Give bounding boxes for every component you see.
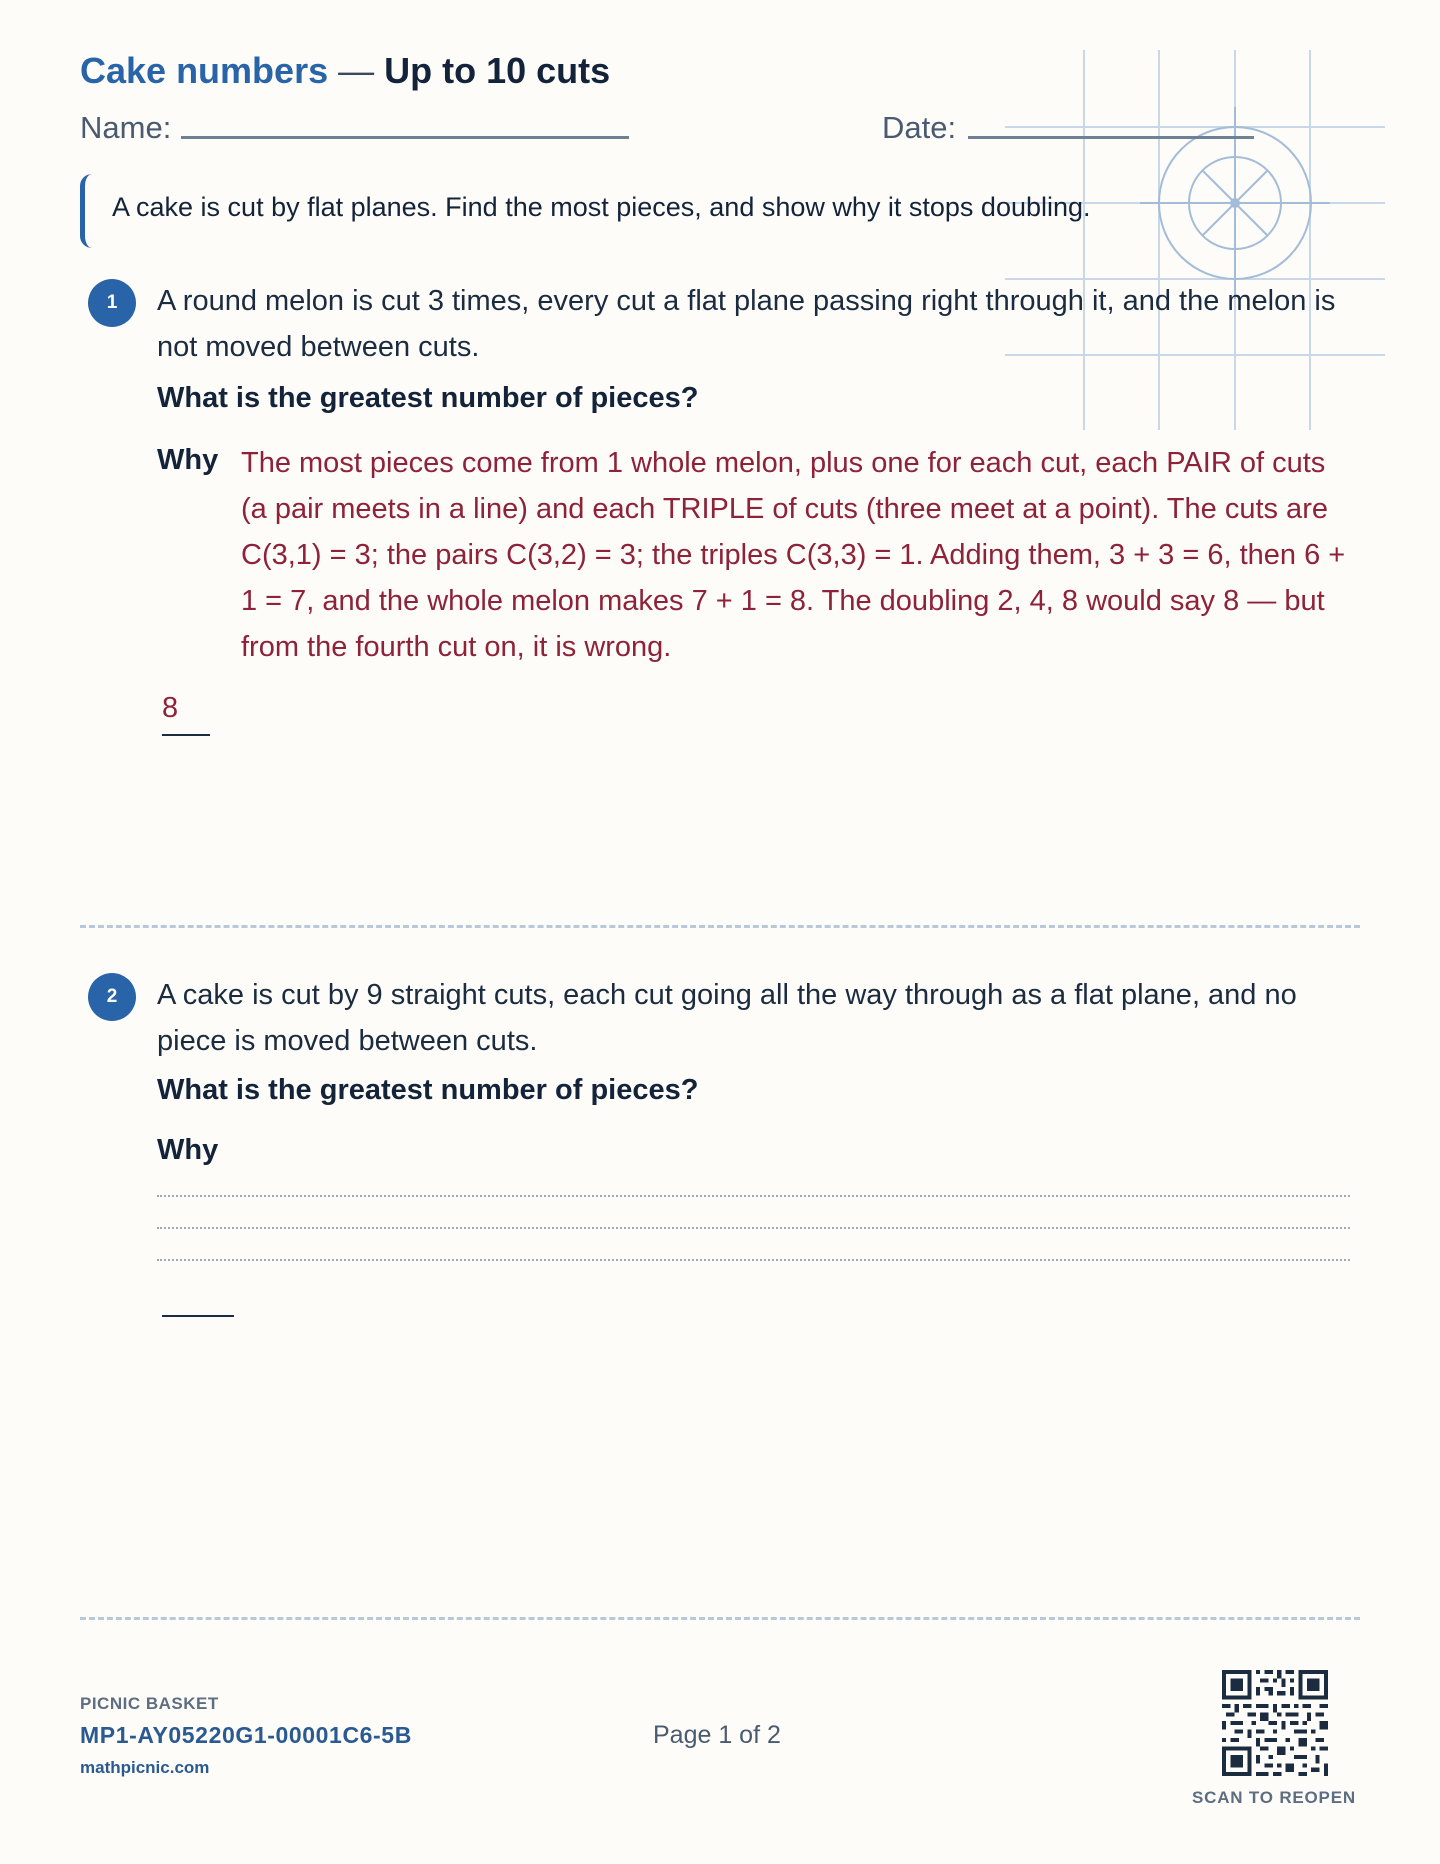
question-separator	[80, 925, 1360, 928]
date-field-line[interactable]	[968, 136, 1254, 139]
footer-separator	[80, 1617, 1360, 1620]
question-1-prompt: What is the greatest number of pieces?	[157, 382, 699, 414]
question-2-text: A cake is cut by 9 straight cuts, each cut going all the way through as a flat plane, and no piece is moved between cuts.	[157, 979, 1297, 1057]
question-2-why-label: Why	[157, 1134, 219, 1166]
why-writing-line[interactable]	[157, 1195, 1350, 1197]
intro-accent-bar	[80, 174, 92, 248]
question-1-number-badge: 1	[88, 279, 136, 327]
footer-url-link[interactable]: mathpicnic.com	[80, 1758, 210, 1777]
name-label: Name:	[80, 110, 172, 145]
question-2-number-badge: 2	[88, 973, 136, 1021]
title-topic: Cake numbers	[80, 50, 329, 91]
question-1-why-text: The most pieces come from 1 whole melon, plus one for each cut, each PAIR of cuts (a pair meets in a line) and each TRIPLE of cuts (three meet at a point). The cuts are C(3,1) = 3; the pairs C(3,2) = 3; the triples C(3,3) = 1. Adding them, 3 + 3 = 6, then 6 + 1 = 7, and the whole melon makes 7 + 1 = 8. The doubling 2, 4, 8 would say 8 — but from the fourth cut on, it is wrong.	[241, 447, 1346, 663]
question-1-why-label: Why	[157, 444, 219, 476]
question-1-answer: 8	[162, 692, 179, 724]
name-field-line[interactable]	[181, 136, 629, 139]
why-writing-line[interactable]	[157, 1227, 1350, 1229]
title-range: Up to 10 cuts	[384, 50, 611, 91]
footer-brand: PICNIC BASKET	[80, 1694, 219, 1713]
title-dash: —	[338, 50, 375, 91]
worksheet-title	[80, 50, 610, 92]
scan-to-reopen-label: SCAN TO REOPEN	[1192, 1788, 1356, 1807]
intro-text: A cake is cut by flat planes. Find the most pieces, and show why it stops doubling.	[112, 192, 1091, 222]
crosshair-grid-decoration	[1000, 50, 1400, 440]
footer-page-number: Page 1 of 2	[653, 1721, 781, 1749]
question-1-answer-line[interactable]	[162, 734, 210, 736]
why-writing-line[interactable]	[157, 1259, 1350, 1261]
qr-code-icon[interactable]	[1222, 1670, 1328, 1776]
date-label: Date:	[882, 110, 957, 145]
footer-worksheet-code: MP1-AY05220G1-00001C6-5B	[80, 1722, 412, 1748]
question-2-answer-line[interactable]	[162, 1315, 234, 1317]
question-1-text: A round melon is cut 3 times, every cut a flat plane passing right through it, and the melon is not moved between cuts.	[157, 285, 1336, 363]
question-2-prompt: What is the greatest number of pieces?	[157, 1074, 699, 1106]
